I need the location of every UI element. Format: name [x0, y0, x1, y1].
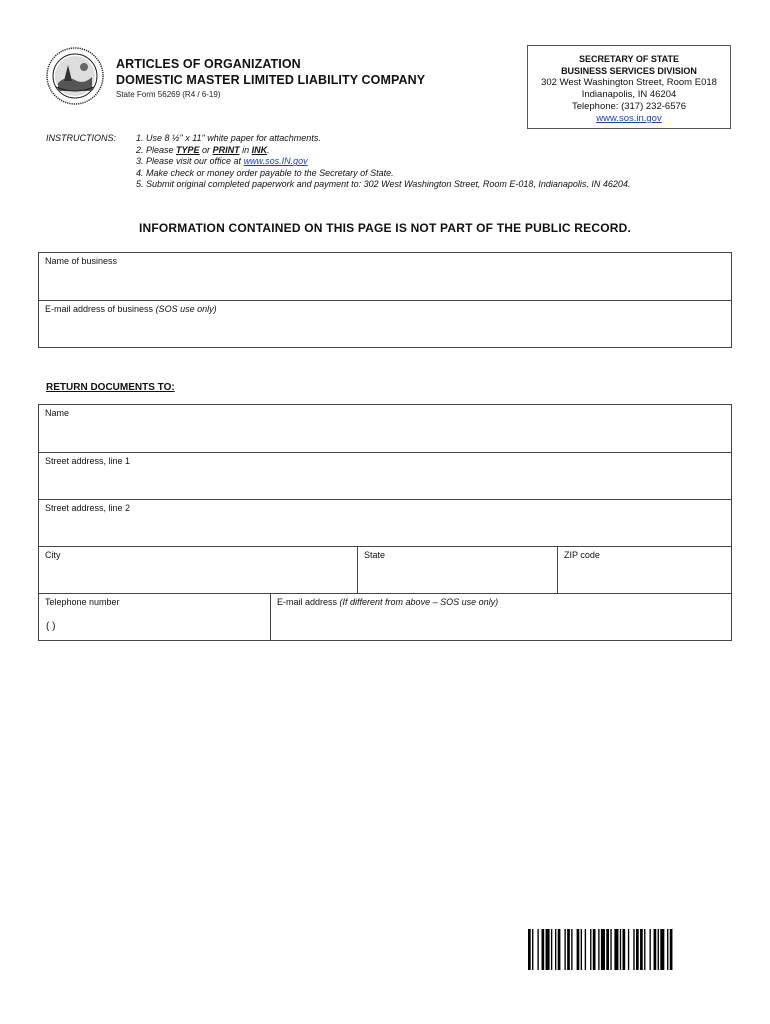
return-documents-heading: RETURN DOCUMENTS TO:: [46, 382, 175, 393]
business-name-field[interactable]: [39, 253, 731, 300]
barcode-bar: [667, 929, 668, 970]
sos-office-link[interactable]: www.sos.IN.gov: [243, 156, 308, 167]
barcode-bar: [551, 929, 552, 970]
return-documents-table: [38, 404, 732, 641]
field-label: E-mail address of business (SOS use only): [45, 304, 217, 314]
public-record-notice: INFORMATION CONTAINED ON THIS PAGE IS NOT PART OF THE PUBLIC RECORD.: [138, 221, 632, 235]
sos-name: SECRETARY OF STATE: [578, 54, 679, 64]
instruction-item: 3. Please visit our office at www.sos.IN.gov: [136, 156, 308, 167]
instruction-item: 5. Submit original completed paperwork and payment to: 302 West Washington Street, Room E-018, Indianapolis, IN 46204.: [136, 179, 631, 190]
barcode-bar: [614, 929, 618, 970]
form-title: ARTICLES OF ORGANIZATION: [116, 57, 301, 71]
barcode-bar: [577, 929, 580, 970]
barcode-bar: [606, 929, 609, 970]
barcode-bar: [581, 929, 582, 970]
state-seal-icon: [46, 47, 104, 105]
field-label: Street address, line 1: [45, 456, 131, 466]
area-code-parens: ( ): [46, 621, 56, 632]
barcode-bar: [542, 929, 545, 970]
barcode-bar: [564, 929, 565, 970]
barcode-bar: [633, 929, 634, 970]
barcode-bar: [623, 929, 626, 970]
barcode-bar: [593, 929, 596, 970]
field-label: E-mail address (If different from above – SOS use only): [277, 597, 499, 607]
sos-street: 302 West Washington Street, Room E018: [541, 77, 717, 88]
barcode-icon: [528, 929, 710, 970]
state-field[interactable]: [357, 547, 557, 593]
barcode-bar: [654, 929, 657, 970]
business-email-field[interactable]: [39, 301, 731, 347]
barcode-bar: [660, 929, 664, 970]
barcode-bar: [658, 929, 659, 970]
telephone-field[interactable]: [39, 594, 270, 640]
instruction-item: 2. Please TYPE or PRINT in INK.: [136, 144, 270, 155]
form-subtitle: DOMESTIC MASTER LIMITED LIABILITY COMPANY: [116, 73, 426, 87]
instruction-item: 4. Make check or money order payable to the Secretary of State.: [136, 167, 394, 178]
barcode-bar: [528, 929, 531, 970]
barcode-bar: [644, 929, 645, 970]
return-email-field[interactable]: [270, 594, 731, 640]
sos-phone: Telephone: (317) 232-6576: [571, 101, 687, 112]
street-line1-field[interactable]: [39, 453, 731, 499]
barcode-bar: [636, 929, 639, 970]
zip-code-field[interactable]: [557, 547, 731, 593]
sos-website-link[interactable]: www.sos.in.gov: [596, 113, 662, 124]
instructions-label: INSTRUCTIONS:: [46, 133, 117, 143]
form-title-block: [116, 56, 425, 99]
barcode-bar: [546, 929, 550, 970]
sos-address-box: [527, 45, 731, 129]
barcode-bar: [585, 929, 586, 970]
business-info-table: [38, 252, 732, 348]
field-label: Name of business: [45, 256, 118, 266]
field-label: ZIP code: [564, 550, 600, 560]
city-field[interactable]: [39, 547, 357, 593]
sos-city: Indianapolis, IN 46204: [581, 89, 677, 100]
field-label: City: [45, 550, 61, 560]
barcode-bar: [537, 929, 538, 970]
barcode-bar: [610, 929, 611, 970]
barcode-bar: [567, 929, 570, 970]
sos-division: BUSINESS SERVICES DIVISION: [561, 66, 697, 76]
barcode-bar: [601, 929, 605, 970]
barcode-bar: [590, 929, 591, 970]
barcode-bar: [620, 929, 621, 970]
field-label: Telephone number: [45, 597, 120, 607]
field-label: State: [364, 550, 386, 560]
barcode-bar: [650, 929, 651, 970]
field-label: Name: [45, 408, 70, 418]
barcode-bar: [571, 929, 572, 970]
field-label: Street address, line 2: [45, 503, 131, 513]
barcode-bar: [598, 929, 599, 970]
barcode-bar: [532, 929, 533, 970]
barcode-bar: [555, 929, 556, 970]
barcode-bar: [558, 929, 561, 970]
barcode-bar: [628, 929, 629, 970]
barcode-bar: [670, 929, 673, 970]
instruction-item: 1. Use 8 ½" x 11" white paper for attachments.: [136, 133, 321, 143]
form-id: State Form 56269 (R4 / 6-19): [116, 90, 221, 99]
barcode-bar: [640, 929, 643, 970]
return-name-field[interactable]: [39, 405, 731, 452]
street-line2-field[interactable]: [39, 500, 731, 546]
instructions-list: [136, 133, 630, 191]
